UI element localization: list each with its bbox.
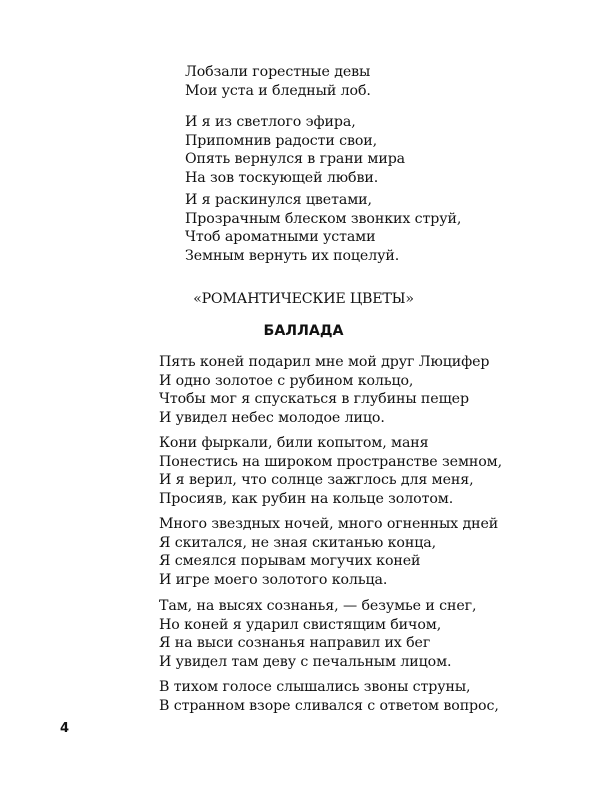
poem-line: Там, на высях сознанья, — безумье и снег,	[159, 598, 477, 614]
stanza	[159, 678, 499, 715]
poem-line: Пять коней подарил мне мой друг Люцифер	[159, 354, 490, 370]
poem-line: Опять вернулся в грани мира	[185, 151, 406, 168]
section-title: «РОМАНТИЧЕСКИЕ ЦВЕТЫ»	[193, 291, 414, 307]
poem-line: В странном взоре сливался с ответом вопрос,	[159, 697, 499, 714]
stanza	[159, 597, 476, 671]
poem-line: Но коней я ударил свистящим бичом,	[159, 616, 442, 633]
poem-line: Просияв, как рубин на кольце золотом.	[159, 490, 454, 507]
poem-title: БАЛЛАДА	[263, 323, 344, 339]
stanza	[185, 63, 371, 100]
poem-line: И увидел небес молодое лицо.	[159, 409, 385, 426]
poem-line: В тихом голосе слышались звоны струны,	[159, 679, 471, 695]
stanza	[185, 191, 461, 265]
stanza	[159, 353, 489, 427]
poem-line: Я смеялся порывам могучих коней	[159, 553, 421, 570]
page-number: 4	[60, 721, 70, 736]
poem-line: И я верил, что солнце зажглось для меня,	[159, 472, 474, 489]
poem-line: Прозрачным блеском звонких струй,	[185, 210, 462, 227]
poem-line: Кони фыркали, били копытом, маня	[159, 435, 429, 451]
poem-line: И одно золотое с рубином кольцо,	[159, 372, 414, 389]
poem-line: И игре моего золотого кольца.	[159, 571, 388, 588]
stanza	[159, 515, 498, 589]
poem-line: Земным вернуть их поцелуй.	[185, 247, 400, 264]
poem-line: Чтоб ароматными устами	[185, 229, 376, 246]
stanza	[185, 113, 405, 187]
poem-line: Мои уста и бледный лоб.	[185, 82, 371, 99]
poem-line: Припомнив радости свои,	[185, 132, 378, 149]
poem-line: И увидел там деву с печальным лицом.	[159, 653, 452, 670]
poem-line: Я скитался, не зная скитанью конца,	[159, 534, 437, 551]
poem-line: Понестись на широком пространстве земном,	[159, 453, 503, 470]
stanza	[159, 434, 502, 508]
poem-line: На зов тоскующей любви.	[185, 169, 379, 186]
poem-line: Чтобы мог я спускаться в глубины пещер	[159, 391, 469, 408]
poem-line: Я на выси сознанья направил их бег	[159, 635, 431, 652]
poem-line: И я из светлого эфира,	[185, 114, 356, 130]
poem-line: Лобзали горестные девы	[185, 64, 371, 80]
poem-line: И я раскинулся цветами,	[185, 192, 372, 208]
poem-line: Много звездных ночей, много огненных дней	[159, 516, 499, 532]
